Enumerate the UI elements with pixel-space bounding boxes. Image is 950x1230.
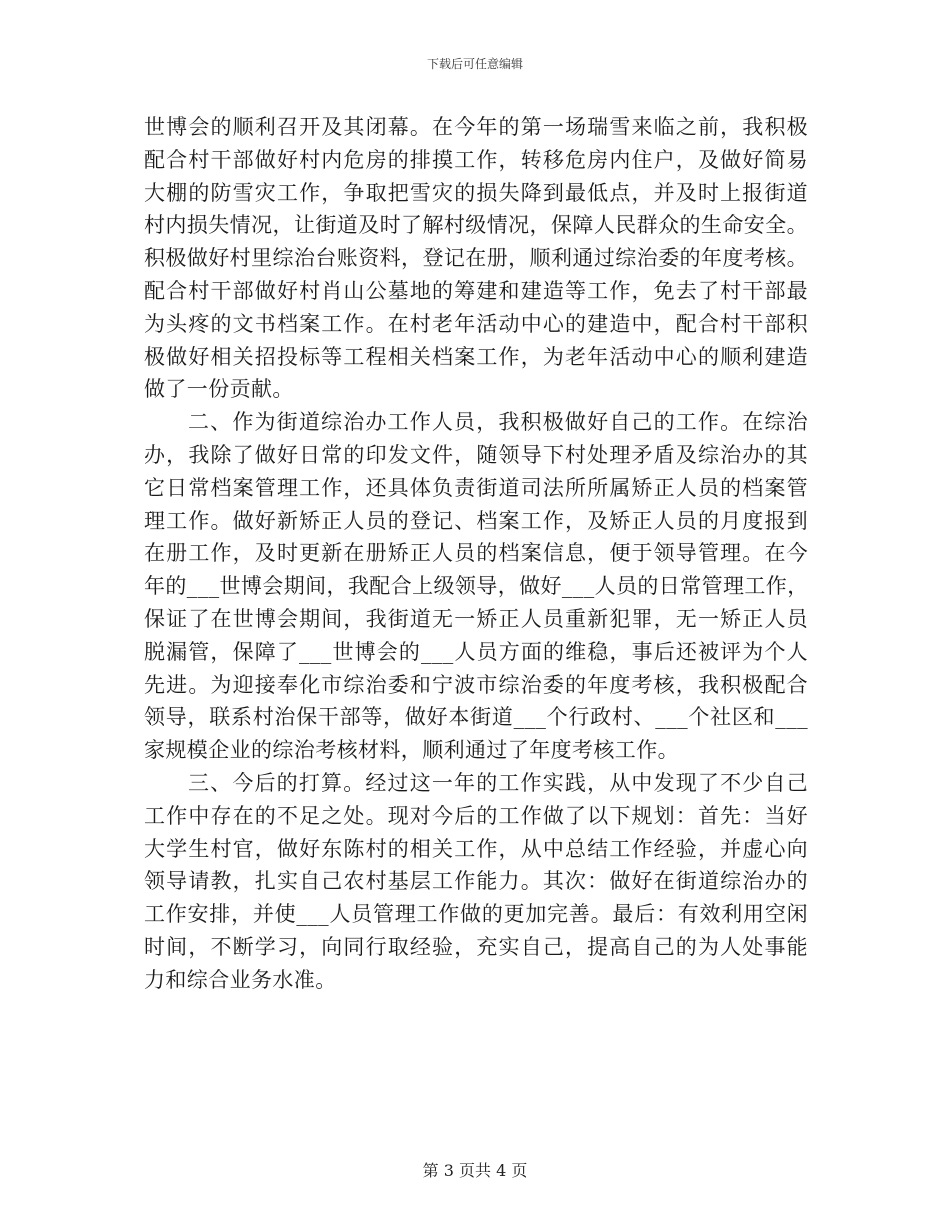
text-line: 时间，不断学习，向同行取经验，充实自己，提高自己的为人处事能 <box>144 934 808 959</box>
text-line: 领导，联系村治保干部等，做好本街道___个行政村、___个社区和___ <box>144 705 808 730</box>
text-line: 保证了在世博会期间，我街道无一矫正人员重新犯罪，无一矫正人员 <box>144 606 808 631</box>
text-line: 极做好相关招投标等工程相关档案工作，为老年活动中心的顺利建造 <box>144 344 808 369</box>
text-line: 它日常档案管理工作，还具体负责街道司法所所属矫正人员的档案管 <box>144 475 808 500</box>
text-line: 世博会的顺利召开及其闭幕。在今年的第一场瑞雪来临之前，我积极 <box>144 115 808 139</box>
text-line: 为头疼的文书档案工作。在村老年活动中心的建造中，配合村干部积 <box>144 311 808 336</box>
text-line: 积极做好村里综治台账资料，登记在册，顺利通过综治委的年度考核。 <box>144 246 808 271</box>
text-line: 工作安排，并使___人员管理工作做的更加完善。最后：有效利用空闲 <box>144 902 808 927</box>
page-number-footer: 第 3 页共 4 页 <box>422 1161 528 1180</box>
text-line: 家规模企业的综治考核材料，顺利通过了年度考核工作。 <box>144 738 679 763</box>
text-line: 三、今后的打算。经过这一年的工作实践，从中发现了不少自己 <box>188 770 808 795</box>
text-line: 年的___世博会期间，我配合上级领导，做好___人员的日常管理工作， <box>144 574 809 599</box>
text-line: 大学生村官，做好东陈村的相关工作，从中总结工作经验，并虚心向 <box>144 836 808 861</box>
text-line: 在册工作，及时更新在册矫正人员的档案信息，便于领导管理。在今 <box>144 541 808 566</box>
paragraph <box>144 406 808 766</box>
text-line: 做了一份贡献。 <box>144 377 294 402</box>
text-line: 办，我除了做好日常的印发文件，随领导下村处理矛盾及综治办的其 <box>144 442 808 467</box>
text-line: 工作中存在的不足之处。现对今后的工作做了以下规划：首先：当好 <box>144 803 808 828</box>
document-body <box>144 111 808 997</box>
text-line: 领导请教，扎实自己农村基层工作能力。其次：做好在街道综治办的 <box>144 869 808 894</box>
paragraph <box>144 767 808 996</box>
text-line: 村内损失情况，让街道及时了解村级情况，保障人民群众的生命安全。 <box>144 213 808 238</box>
paragraph <box>144 111 808 405</box>
text-line: 配合村干部做好村内危房的排摸工作，转移危房内住户，及做好简易 <box>144 147 808 172</box>
text-line: 大棚的防雪灾工作，争取把雪灾的损失降到最低点，并及时上报街道 <box>144 180 808 205</box>
text-line: 理工作。做好新矫正人员的登记、档案工作，及矫正人员的月度报到 <box>144 508 808 533</box>
text-line: 力和综合业务水准。 <box>144 967 337 992</box>
text-line: 二、作为街道综治办工作人员，我积极做好自己的工作。在综治 <box>188 410 808 435</box>
header-note: 下载后可任意编辑 <box>426 57 523 71</box>
text-line: 配合村干部做好村肖山公墓地的筹建和建造等工作，免去了村干部最 <box>144 278 808 303</box>
text-line: 先进。为迎接奉化市综治委和宁波市综治委的年度考核，我积极配合 <box>144 672 808 697</box>
text-line: 脱漏管，保障了___世博会的___人员方面的维稳，事后还被评为个人 <box>144 639 808 664</box>
